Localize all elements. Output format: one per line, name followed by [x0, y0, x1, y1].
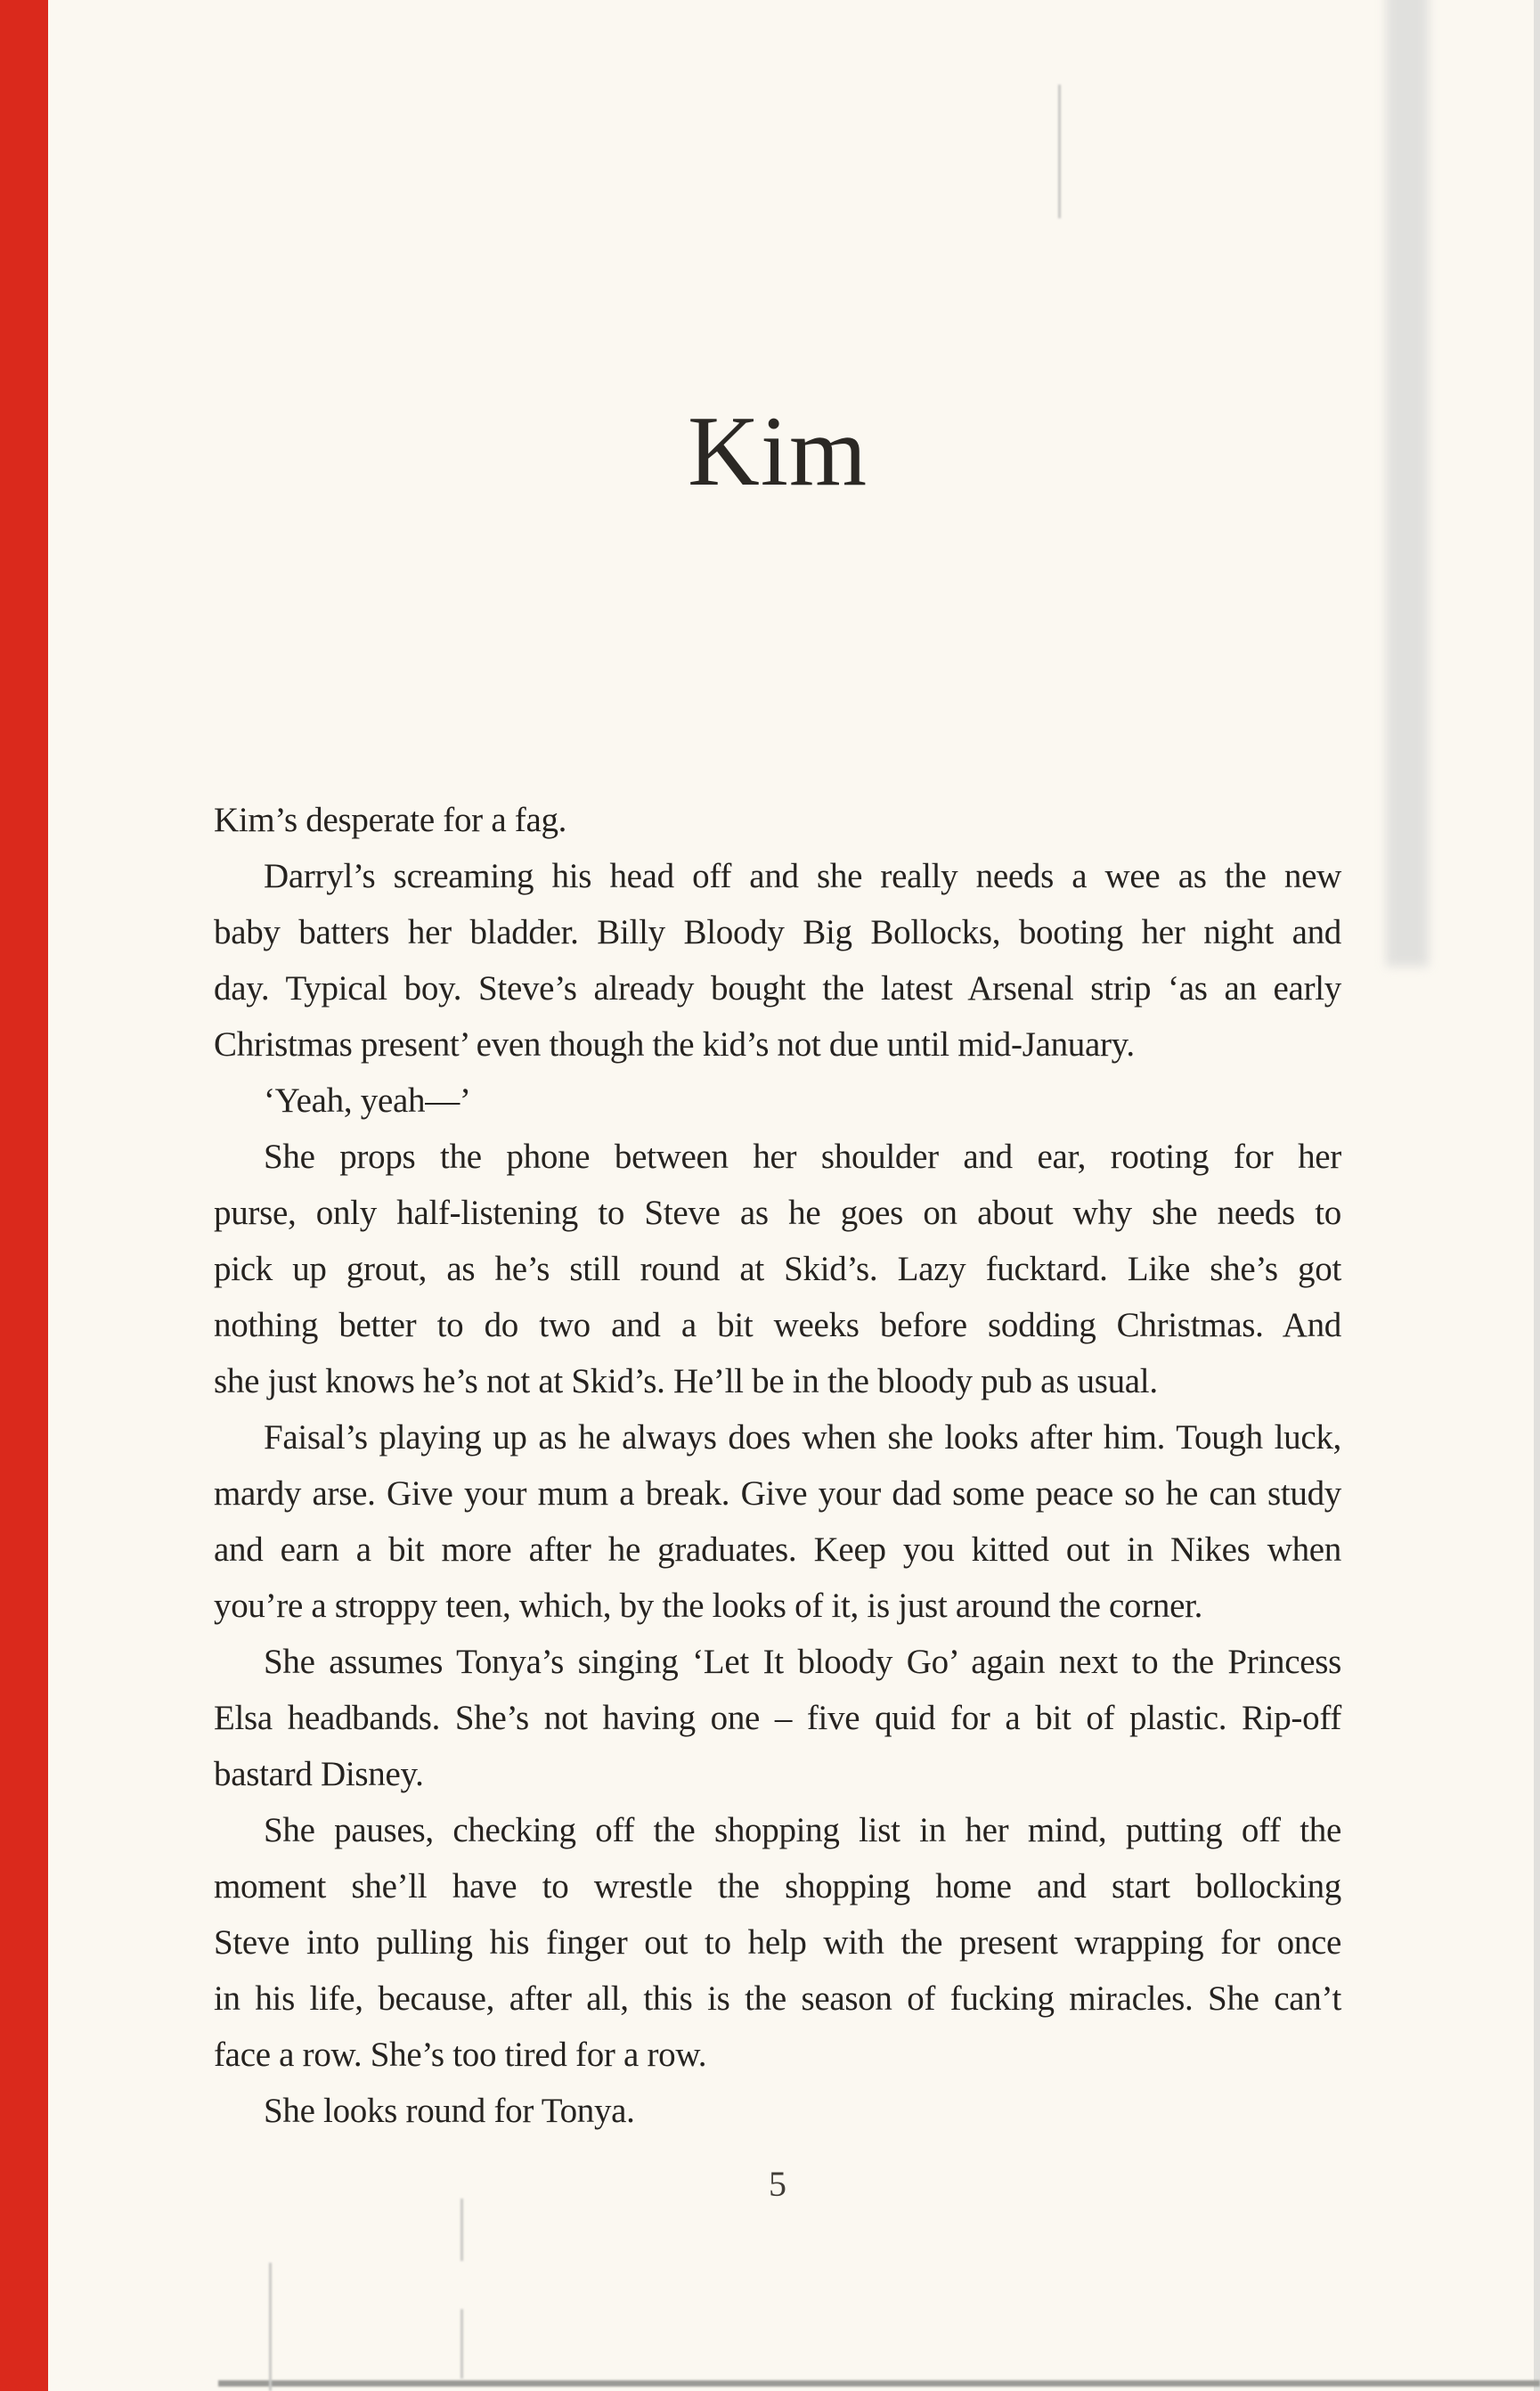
red-spine-bar [0, 0, 48, 2391]
text-block [214, 792, 1341, 2139]
scan-artifact-crease [460, 2199, 463, 2261]
text-line: baby batters her bladder. Billy Bloody Big Bollocks, booting her night and [214, 913, 1341, 951]
scan-artifact-bottom-line [218, 2380, 1540, 2387]
text-line: and earn a bit more after he graduates. Keep you kitted out in Nikes when [214, 1530, 1341, 1569]
text-line: She pauses, checking off the shopping list in her mind, putting off the [264, 1811, 1341, 1849]
text-line: mardy arse. Give your mum a break. Give your dad some peace so he can study [214, 1474, 1341, 1513]
text-line: She assumes Tonya’s singing ‘Let It bloody Go’ again next to the Princess [264, 1643, 1341, 1681]
text-line: Kim’s desperate for a fag. [214, 801, 567, 839]
text-line: pick up grout, as he’s still round at Skid’s. Lazy fucktard. Like she’s got [214, 1250, 1341, 1288]
scan-artifact-right-band [1386, 0, 1429, 967]
text-line: nothing better to do two and a bit weeks before sodding Christmas. And [214, 1306, 1341, 1344]
page-number: 5 [769, 2164, 786, 2204]
text-line: ‘Yeah, yeah—’ [264, 1081, 471, 1120]
text-line: she just knows he’s not at Skid’s. He’ll be in the bloody pub as usual. [214, 1362, 1158, 1400]
scan-artifact-crease [460, 2309, 463, 2379]
text-line: moment she’ll have to wrestle the shopping home and start bollocking [214, 1867, 1341, 1905]
scan-artifact-crease [269, 2263, 272, 2391]
chapter-title: Kim [687, 396, 868, 507]
scan-artifact-right-edge [1534, 0, 1540, 2391]
text-line: day. Typical boy. Steve’s already bought the latest Arsenal strip ‘as an early [214, 969, 1341, 1008]
text-line: Christmas present’ even though the kid’s not due until mid-January. [214, 1025, 1135, 1064]
text-line: purse, only half-listening to Steve as he goes on about why she needs to [214, 1194, 1341, 1232]
text-line: you’re a stroppy teen, which, by the looks of it, is just around the corner. [214, 1587, 1203, 1625]
scan-artifact-crease [1058, 85, 1061, 218]
text-line: in his life, because, after all, this is the season of fucking miracles. She can’t [214, 1979, 1341, 2018]
text-line: Faisal’s playing up as he always does when she looks after him. Tough luck, [264, 1418, 1341, 1457]
text-line: Elsa headbands. She’s not having one – five quid for a bit of plastic. Rip-off [214, 1699, 1341, 1737]
text-line: bastard Disney. [214, 1755, 424, 1793]
text-line: Steve into pulling his finger out to help with the present wrapping for once [214, 1923, 1341, 1962]
text-line: She props the phone between her shoulder and ear, rooting for her [264, 1138, 1341, 1176]
text-line: Darryl’s screaming his head off and she really needs a wee as the new [264, 857, 1341, 895]
text-line: She looks round for Tonya. [264, 2092, 635, 2130]
text-line: face a row. She’s too tired for a row. [214, 2036, 707, 2074]
